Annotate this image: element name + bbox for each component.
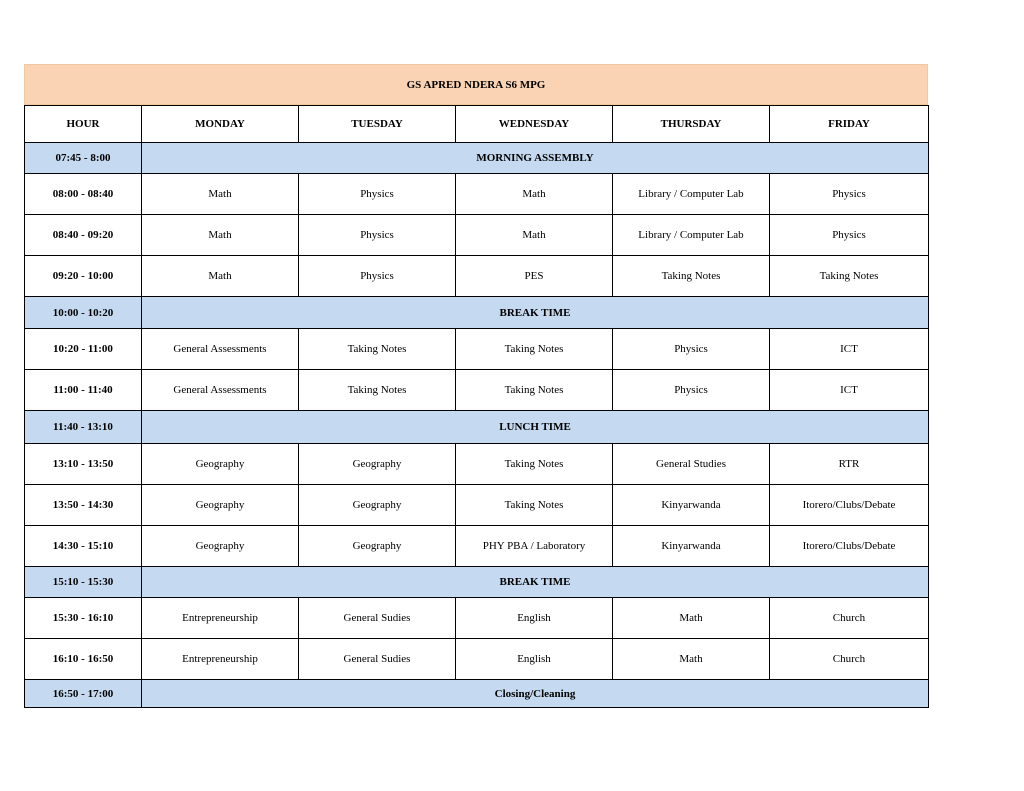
time-slot: 08:40 - 09:20 [25, 215, 142, 256]
lesson-row [25, 598, 929, 639]
lesson-cell: Physics [299, 215, 456, 256]
timetable-title-bar [24, 64, 928, 105]
break-label: BREAK TIME [142, 297, 929, 329]
break-label: LUNCH TIME [142, 411, 929, 444]
lesson-cell: Geography [142, 485, 299, 526]
lesson-cell: Physics [770, 174, 929, 215]
lesson-cell: Taking Notes [456, 444, 613, 485]
lesson-cell: Math [456, 215, 613, 256]
lesson-cell: PES [456, 256, 613, 297]
lesson-cell: Physics [770, 215, 929, 256]
lesson-cell: Taking Notes [613, 256, 770, 297]
lesson-cell: Geography [142, 444, 299, 485]
time-slot: 08:00 - 08:40 [25, 174, 142, 215]
lesson-cell: English [456, 598, 613, 639]
lesson-cell: General Sudies [299, 598, 456, 639]
break-row [25, 680, 929, 708]
timetable-sheet [24, 64, 928, 708]
lesson-cell: Math [613, 598, 770, 639]
break-label: Closing/Cleaning [142, 680, 929, 708]
lesson-cell: ICT [770, 329, 929, 370]
time-slot: 15:10 - 15:30 [25, 567, 142, 598]
lesson-cell: Taking Notes [456, 370, 613, 411]
time-slot: 15:30 - 16:10 [25, 598, 142, 639]
lesson-cell: General Sudies [299, 639, 456, 680]
lesson-cell: Kinyarwanda [613, 526, 770, 567]
header-tuesday: TUESDAY [299, 106, 456, 143]
lesson-cell: Math [142, 174, 299, 215]
lesson-cell: Taking Notes [299, 329, 456, 370]
lesson-row [25, 174, 929, 215]
break-row [25, 411, 929, 444]
time-slot: 16:50 - 17:00 [25, 680, 142, 708]
lesson-cell: Physics [613, 329, 770, 370]
lesson-cell: Geography [299, 526, 456, 567]
lesson-row [25, 370, 929, 411]
lesson-cell: Taking Notes [299, 370, 456, 411]
header-friday: FRIDAY [770, 106, 929, 143]
lesson-cell: Church [770, 639, 929, 680]
time-slot: 09:20 - 10:00 [25, 256, 142, 297]
lesson-cell: Math [142, 256, 299, 297]
lesson-cell: ICT [770, 370, 929, 411]
timetable-title: GS APRED NDERA S6 MPG [406, 78, 546, 91]
lesson-cell: Physics [613, 370, 770, 411]
lesson-cell: Math [456, 174, 613, 215]
lesson-row [25, 329, 929, 370]
lesson-row [25, 215, 929, 256]
lesson-row [25, 256, 929, 297]
lesson-cell: Itorero/Clubs/Debate [770, 485, 929, 526]
time-slot: 10:00 - 10:20 [25, 297, 142, 329]
lesson-cell: Taking Notes [456, 329, 613, 370]
lesson-cell: Math [142, 215, 299, 256]
break-label: MORNING ASSEMBLY [142, 143, 929, 174]
lesson-row [25, 639, 929, 680]
lesson-cell: Entrepreneurship [142, 639, 299, 680]
lesson-row [25, 526, 929, 567]
lesson-cell: PHY PBA / Laboratory [456, 526, 613, 567]
lesson-row [25, 485, 929, 526]
break-row [25, 567, 929, 598]
time-slot: 13:10 - 13:50 [25, 444, 142, 485]
lesson-cell: Library / Computer Lab [613, 215, 770, 256]
lesson-cell: Church [770, 598, 929, 639]
lesson-cell: Physics [299, 174, 456, 215]
header-hour: HOUR [25, 106, 142, 143]
lesson-cell: Math [613, 639, 770, 680]
time-slot: 10:20 - 11:00 [25, 329, 142, 370]
lesson-cell: General Studies [613, 444, 770, 485]
lesson-cell: Itorero/Clubs/Debate [770, 526, 929, 567]
time-slot: 11:40 - 13:10 [25, 411, 142, 444]
header-row [25, 106, 929, 143]
time-slot: 11:00 - 11:40 [25, 370, 142, 411]
lesson-cell: Geography [299, 444, 456, 485]
lesson-cell: Taking Notes [456, 485, 613, 526]
lesson-cell: Kinyarwanda [613, 485, 770, 526]
time-slot: 14:30 - 15:10 [25, 526, 142, 567]
header-thursday: THURSDAY [613, 106, 770, 143]
break-row [25, 143, 929, 174]
lesson-cell: Entrepreneurship [142, 598, 299, 639]
header-monday: MONDAY [142, 106, 299, 143]
time-slot: 16:10 - 16:50 [25, 639, 142, 680]
lesson-row [25, 444, 929, 485]
lesson-cell: RTR [770, 444, 929, 485]
lesson-cell: Geography [142, 526, 299, 567]
lesson-cell: General Assessments [142, 329, 299, 370]
time-slot: 13:50 - 14:30 [25, 485, 142, 526]
header-wednesday: WEDNESDAY [456, 106, 613, 143]
lesson-cell: English [456, 639, 613, 680]
lesson-cell: Library / Computer Lab [613, 174, 770, 215]
break-row [25, 297, 929, 329]
lesson-cell: Taking Notes [770, 256, 929, 297]
lesson-cell: Geography [299, 485, 456, 526]
timetable-table [24, 105, 929, 708]
break-label: BREAK TIME [142, 567, 929, 598]
lesson-cell: General Assessments [142, 370, 299, 411]
time-slot: 07:45 - 8:00 [25, 143, 142, 174]
lesson-cell: Physics [299, 256, 456, 297]
